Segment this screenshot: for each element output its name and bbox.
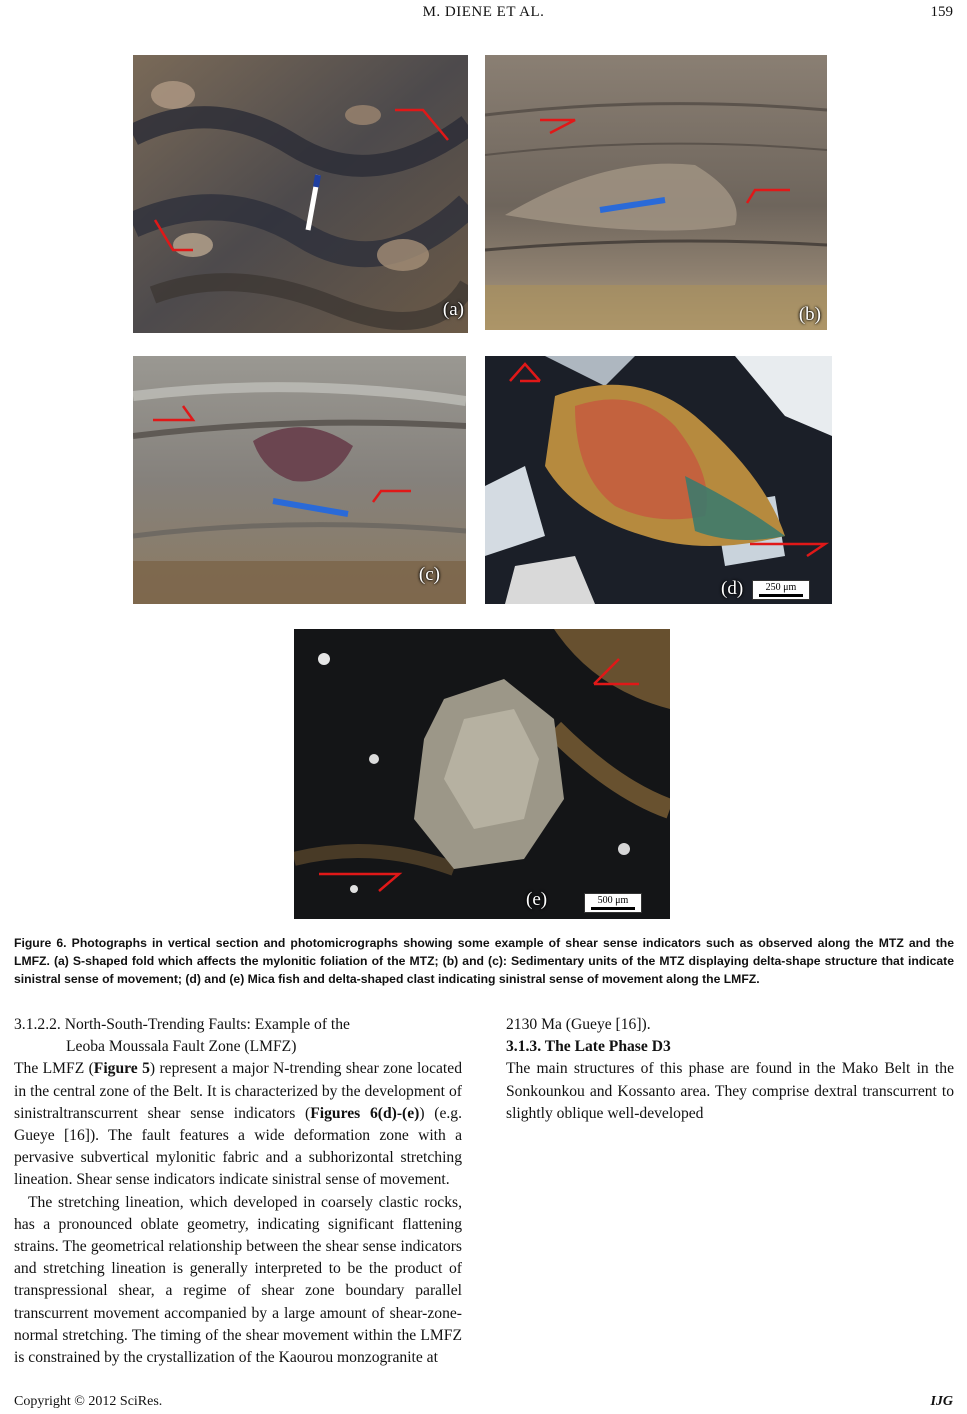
- figure-5-ref[interactable]: Figure 5: [93, 1060, 150, 1078]
- paragraph-1: [14, 1058, 462, 1191]
- right-column: [506, 1014, 954, 1125]
- paragraph-1-text-b: ) represent a major N-trending shear zone located in the central zone of the Belt. It is characterized by the development of sinistraltranscurrent shear sense indicators (: [14, 1060, 462, 1122]
- panel-a-photo: [133, 55, 468, 333]
- paragraph-1-text-c: ) (e.g. Gueye [16]). The fault features a wide deformation zone with a pervasive subvertical mylonitic fabric and a subhorizontal stretching lineation. Shear sense indicators indicate sinistral sense of movement.: [14, 1104, 462, 1189]
- paragraph-2-continued-spacer: 2130 Ma (Gueye [16]).: [506, 1016, 651, 1033]
- figure-panel-c: [133, 356, 466, 604]
- figure-caption: Figure 6. Photographs in vertical section and photomicrographs showing some example of shear sense indicators such as observed along the MTZ and the LMFZ. (a) S-shaped fold which affects the mylonitic foliation of the MTZ; (b) and (c): Sedimentary units of the MTZ displaying delta-shape structure that indicate sinistral sense of movement; (d) and (e) Mica fish and delta-shaped clast indicating sinistral sense of movement along the LMFZ.: [14, 936, 954, 986]
- figure-panel-b: [485, 55, 827, 330]
- paragraph-2: The stretching lineation, which developed in coarsely clastic rocks, has a pronounced oblate geometry, indicating significant flattening strains. The geometrical relationship between the shear sense indicators and stretching lineation is generally interpreted to be the product of transpressional shear, a regime of shear zone boundary parallel transcurrent movement accompanied by a large amount of shear-zone-normal stretching. The timing of the shear movement within the LMFZ is constrained by the crystallization of the Kaourou monzogranite at: [14, 1193, 462, 1367]
- subsection-number: 3.1.2.2.: [14, 1016, 61, 1033]
- running-title: M. DIENE ET AL.: [422, 4, 545, 20]
- panel-label-d: (d): [721, 578, 744, 599]
- left-column: [14, 1014, 462, 1369]
- panel-label-b: (b): [798, 304, 821, 325]
- panel-label-e: (e): [526, 889, 548, 910]
- panel-d-photo: [485, 356, 832, 604]
- scale-bar-d: [752, 580, 810, 600]
- panel-label-a: (a): [442, 299, 464, 320]
- panel-label-c: (c): [418, 564, 440, 585]
- paragraph-3: The main structures of this phase are found in the Mako Belt in the Sonkounkou and Kossanto area. They comprise dextral transcurrent to slightly oblique well-developed: [506, 1060, 954, 1122]
- figure-panel-d: [485, 356, 832, 604]
- footer-copyright: Copyright © 2012 SciRes.: [14, 1394, 163, 1409]
- scale-bar-label-e: 500 μm: [597, 895, 629, 906]
- scale-bar-line-e: [591, 907, 635, 910]
- panel-e-photo: [294, 629, 670, 919]
- panel-b-photo: [485, 55, 827, 330]
- figure-panel-e: [294, 629, 670, 919]
- subsection-title-line-2: Leoba Moussala Fault Zone (LMFZ): [66, 1038, 297, 1056]
- figure-panel-a: [133, 55, 468, 333]
- scale-bar-line-d: [759, 594, 803, 597]
- figures-6de-ref[interactable]: Figures 6(d)-(e): [310, 1104, 420, 1122]
- section-heading: 3.1.3. The Late Phase D3: [506, 1038, 671, 1056]
- paragraph-1-text-a: The LMFZ (: [14, 1060, 94, 1078]
- subsection-heading: [14, 1014, 462, 1058]
- scale-bar-e: [584, 893, 642, 913]
- subsection-title-line-1: North-South-Trending Faults: Example of the: [64, 1016, 350, 1033]
- footer-journal: IJG: [930, 1394, 953, 1409]
- panel-c-photo: [133, 356, 466, 604]
- scale-bar-label-d: 250 μm: [765, 582, 797, 593]
- page-number: 159: [930, 4, 953, 20]
